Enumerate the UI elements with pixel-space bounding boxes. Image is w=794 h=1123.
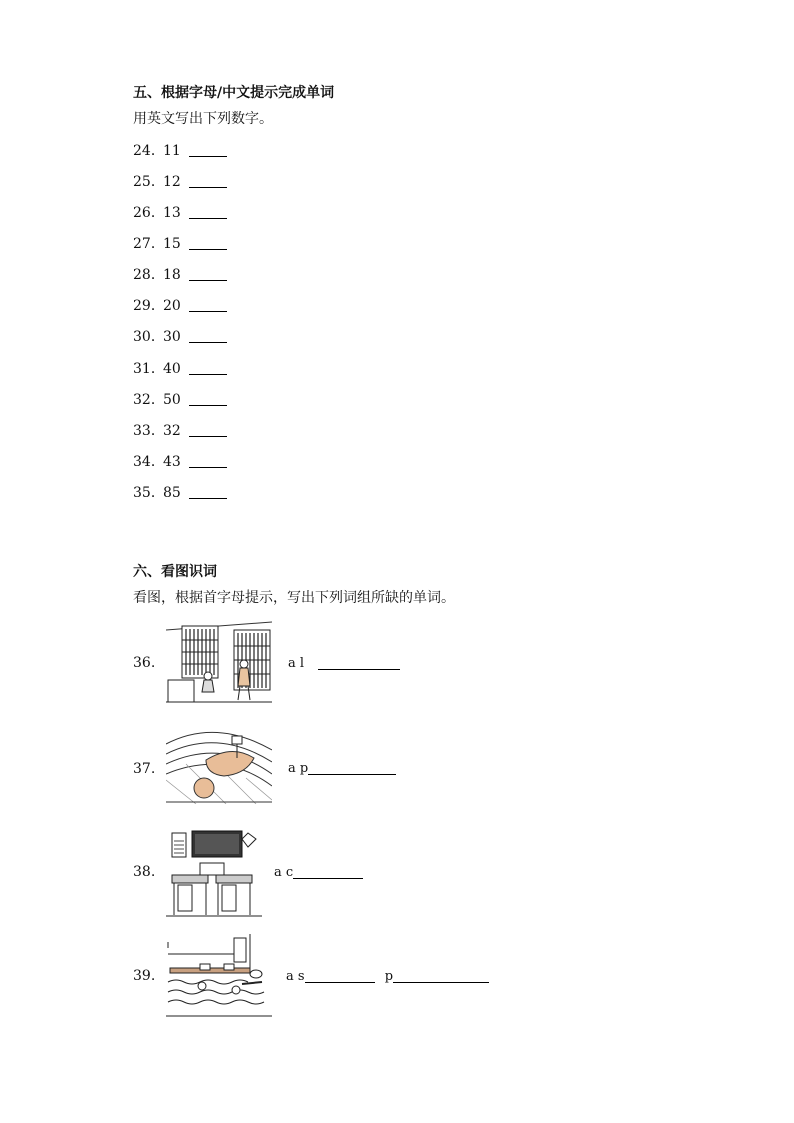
hint-letters: a s	[286, 969, 305, 984]
question-number-value: 18	[163, 267, 181, 283]
answer-blank[interactable]	[189, 266, 227, 281]
question-item	[133, 484, 227, 502]
question-number: 32．	[133, 392, 165, 408]
question-number: 36.	[133, 655, 156, 671]
library-icon	[166, 620, 272, 704]
question-number: 39.	[133, 968, 156, 984]
question-number-value: 30	[163, 329, 181, 345]
question-number: 31．	[133, 361, 165, 377]
hint-letters: p	[384, 969, 394, 984]
question-number: 28．	[133, 267, 165, 283]
question-number: 38.	[133, 864, 156, 880]
question-item	[133, 173, 227, 191]
answer-blank[interactable]	[293, 865, 363, 879]
classroom-icon	[166, 829, 262, 917]
answer-blank[interactable]	[189, 422, 227, 437]
question-number: 35．	[133, 485, 165, 501]
answer-blank[interactable]	[189, 142, 227, 157]
question-number-value: 20	[163, 298, 181, 314]
answer-blank[interactable]	[189, 484, 227, 499]
question-number-value: 12	[163, 174, 181, 190]
question-number: 26．	[133, 205, 165, 221]
hint-letters: a l	[288, 656, 305, 671]
question-item	[133, 235, 227, 253]
question-number-value: 32	[163, 423, 181, 439]
question-item	[133, 360, 227, 378]
question-number-value: 13	[163, 205, 181, 221]
question-item	[133, 297, 227, 315]
answer-blank[interactable]	[189, 235, 227, 250]
answer-blank[interactable]	[189, 391, 227, 406]
playground-icon	[166, 724, 272, 804]
hint-letters: a p	[288, 761, 309, 776]
question-number-value: 11	[163, 143, 181, 159]
question-number-value: 85	[163, 485, 181, 501]
question-number: 34．	[133, 454, 165, 470]
question-number-value: 15	[163, 236, 181, 252]
answer-blank[interactable]	[318, 656, 400, 670]
answer-blank[interactable]	[189, 328, 227, 343]
question-number: 25．	[133, 174, 165, 190]
section5-heading: 五、根据字母/中文提示完成单词	[133, 85, 335, 101]
question-number: 30．	[133, 329, 165, 345]
answer-blank[interactable]	[189, 297, 227, 312]
section6-heading: 六、看图识词	[133, 564, 217, 580]
hint-letters: a c	[274, 865, 294, 880]
answer-blank[interactable]	[393, 969, 489, 983]
answer-blank[interactable]	[189, 360, 227, 375]
question-item	[133, 422, 227, 440]
answer-blank[interactable]	[189, 204, 227, 219]
question-item	[133, 266, 227, 284]
section6-instruction: 看图，根据首字母提示，写出下列词组所缺的单词。	[133, 590, 455, 606]
word-hint	[288, 656, 400, 671]
word-hint	[274, 865, 363, 880]
answer-blank[interactable]	[189, 453, 227, 468]
answer-blank[interactable]	[189, 173, 227, 188]
question-number-value: 40	[163, 361, 181, 377]
swimming-pool-icon	[166, 934, 272, 1018]
answer-blank[interactable]	[305, 969, 375, 983]
question-number: 33．	[133, 423, 165, 439]
question-number-value: 43	[163, 454, 181, 470]
answer-blank[interactable]	[308, 761, 396, 775]
word-hint	[286, 969, 489, 984]
question-number-value: 50	[163, 392, 181, 408]
word-hint	[288, 761, 396, 776]
question-number: 29．	[133, 298, 165, 314]
question-item	[133, 328, 227, 346]
question-number: 24．	[133, 143, 165, 159]
question-item	[133, 204, 227, 222]
question-item	[133, 391, 227, 409]
question-number: 27．	[133, 236, 165, 252]
section5-instruction: 用英文写出下列数字。	[133, 111, 273, 127]
question-number: 37.	[133, 761, 156, 777]
question-item	[133, 142, 227, 160]
question-item	[133, 453, 227, 471]
